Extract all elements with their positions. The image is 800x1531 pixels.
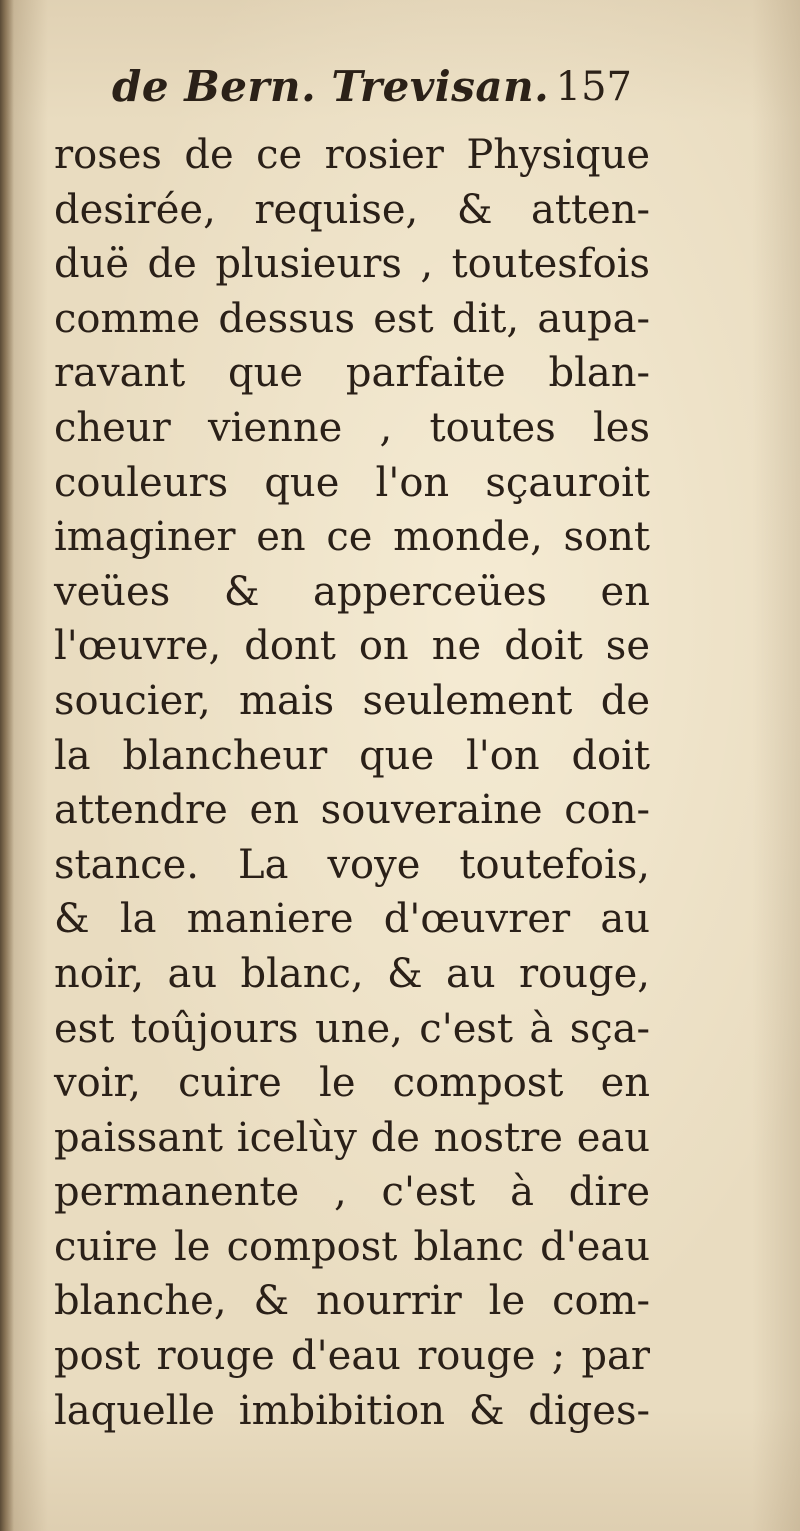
- text-line: stance. La voye toutefois,: [54, 841, 650, 888]
- text-line: soucier, mais seulement de: [54, 677, 650, 724]
- text-line: couleurs que l'on sçauroit: [54, 459, 650, 506]
- text-line: ravant que parfaite blan-: [54, 350, 650, 397]
- text-line: post rouge d'eau rouge ; par: [54, 1333, 650, 1380]
- running-title: de Bern. Trevisan.: [112, 62, 550, 111]
- text-line: permanente , c'est à dire: [54, 1169, 650, 1216]
- text-line: desirée, requise, & atten-: [54, 186, 650, 233]
- running-head: [112, 62, 632, 122]
- body-text: [54, 128, 650, 1438]
- text-line: noir, au blanc, & au rouge,: [54, 950, 650, 997]
- text-line: voir, cuire le compost en: [54, 1060, 650, 1107]
- text-line: roses de ce rosier Physique: [54, 132, 650, 178]
- text-line: veües & apperceües en: [54, 568, 650, 615]
- text-line: paissant icelùy de nostre eau: [54, 1114, 650, 1161]
- text-line: attendre en souveraine con-: [54, 787, 650, 834]
- text-line: la blancheur que l'on doit: [54, 732, 650, 779]
- text-line: l'œuvre, dont on ne doit se: [54, 623, 650, 670]
- page-number: 157: [555, 64, 632, 110]
- text-line: est toûjours une, c'est à sça-: [54, 1005, 650, 1052]
- text-line: duë de plusieurs , toutesfois: [54, 241, 650, 288]
- page-gutter-edge: [0, 0, 14, 1531]
- text-line: laquelle imbibition & diges-: [54, 1387, 650, 1434]
- text-line: blanche, & nourrir le com-: [54, 1278, 650, 1325]
- text-line: imaginer en ce monde, sont: [54, 514, 650, 561]
- text-line: & la maniere d'œuvrer au: [54, 896, 650, 943]
- text-line: cuire le compost blanc d'eau: [54, 1223, 650, 1270]
- text-line: comme dessus est dit, aupa-: [54, 295, 650, 342]
- text-line: cheur vienne , toutes les: [54, 404, 650, 451]
